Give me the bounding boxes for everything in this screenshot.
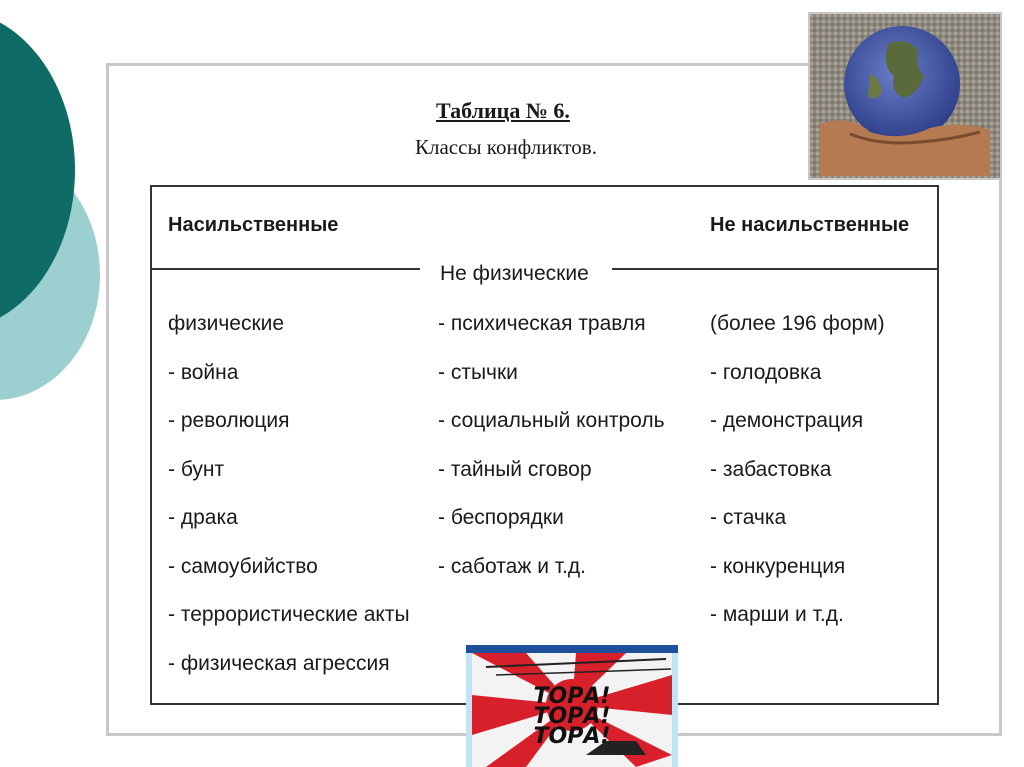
poster-title-line2: ТОРА!: [533, 704, 611, 729]
table-subtitle: Классы конфликтов.: [415, 135, 597, 159]
list-item: - стачка: [710, 506, 787, 529]
table-title: Таблица № 6.: [436, 98, 570, 123]
list-item: - террористические акты: [168, 603, 410, 626]
list-item: - социальный контроль: [438, 409, 665, 432]
list-item: - драка: [168, 506, 238, 529]
list-item: - психическая травля: [438, 312, 646, 335]
globe-hand-icon: [810, 14, 1000, 178]
list-item: - тайный сговор: [438, 457, 592, 481]
list-item: - революция: [168, 409, 290, 432]
column-nonphysical: [438, 310, 665, 601]
list-item: - самоубийство: [168, 554, 318, 578]
poster-title-line1: ТОРА!: [533, 684, 611, 709]
list-item: - беспорядки: [438, 506, 564, 529]
list-item: - голодовка: [710, 360, 822, 384]
header-nonphysical: Не физические: [440, 262, 589, 285]
header-violent: Насильственные: [168, 214, 339, 236]
list-item: - саботаж и т.д.: [438, 554, 586, 578]
column-nonviolent: [710, 310, 885, 650]
list-item: - стычки: [438, 360, 518, 384]
divider-left: [152, 268, 420, 270]
list-item: - бунт: [168, 457, 225, 481]
list-item: - конкуренция: [710, 554, 846, 578]
list-item: - забастовка: [710, 457, 832, 481]
list-item: - физическая агрессия: [168, 651, 390, 675]
list-item: - демонстрация: [710, 409, 864, 432]
divider-right: [612, 268, 937, 270]
poster-title-line3: ТОРА!: [533, 724, 611, 749]
column-physical-heading: физические: [168, 312, 285, 335]
list-item: - война: [168, 360, 239, 384]
globe-in-hand-image: [808, 12, 1002, 180]
header-nonviolent: Не насильственные: [710, 214, 910, 236]
column-nonviolent-heading: (более 196 форм): [710, 312, 885, 335]
tora-tora-tora-poster: [466, 645, 678, 767]
column-physical: [168, 310, 410, 698]
list-item: - марши и т.д.: [710, 603, 844, 626]
